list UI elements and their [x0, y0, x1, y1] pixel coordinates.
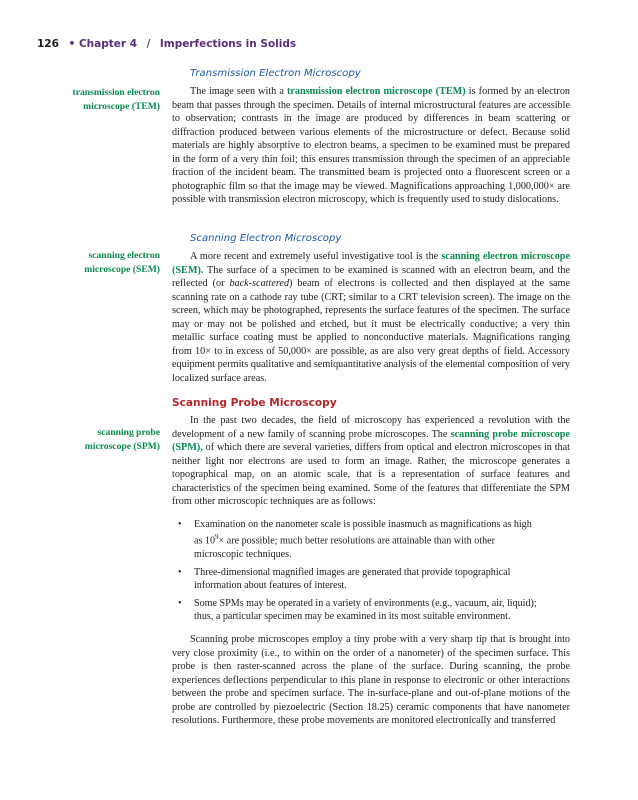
list-item [172, 566, 570, 593]
bullet-dot: • [178, 597, 182, 609]
text-run: The image seen with a [190, 86, 287, 97]
bullet-dot: • [178, 518, 182, 530]
spm-heading: Scanning Probe Microscopy [172, 397, 337, 409]
glossary-term: scanning electron microscope (SEM). [172, 251, 570, 276]
bullet-dot: • [178, 566, 182, 578]
tem-paragraph [172, 85, 570, 207]
margin-note-line: microscope (TEM) [83, 100, 160, 112]
text-run: Examination on the nanometer scale is possible inasmuch as magnifications as high as 10 [194, 518, 532, 547]
text-run: Some SPMs may be operated in a variety of environments (e.g., vacuum, air, liquid); thus, a particular specimen may be examined in its most suitable environment. [194, 597, 537, 623]
chapter-label: Chapter 4 [78, 38, 138, 50]
sem-paragraph [172, 250, 570, 385]
text-run: is formed by an electron beam that passes through the specimen. Details of internal microstructural features are accessible to observation; contrasts in the image are produced by differences in beam scattering or diffraction produced between various elements of the microstructure or defect. Because solid materials are highly absorptive to electron beams, a specimen to be examined must be prepared in the form of a very thin foil; this ensures transmission through the specimen of an appreciable fraction of the incident beam. The transmitted beam is projected onto a fluorescent screen or a photographic film so that the image may be viewed. Magnifications approaching 1,000,000× are possible with transmission electron microscopy, which is frequently used to study dislocations. [172, 86, 571, 206]
margin-note-line: scanning electron [88, 250, 160, 261]
superscript: 9 [215, 533, 219, 542]
text-run: In the past two decades, the field of microscopy has experienced a revolution with the development of a new family of scanning probe microscopes. The [172, 415, 570, 440]
header-separator: / [146, 38, 151, 50]
page-number: 126 [37, 38, 59, 50]
text-run: ) beam of electrons is collected and then displayed at the same scanning rate on a cathode ray tube (CRT; similar to a CRT television screen). The image on the screen, which may be photographed, represents the surface features of the specimen. The surface may or may not be polished and etched, but it must be electrically conductive; a very thin metallic surface coating must be applied to nonconductive materials. Magnifications ranging from 10× to in excess of 50,000× are possible, as are also very great depths of field. Accessory equipment permits qualitative and semiquantitative analysis of the elemental composition of very localized surface areas. [172, 278, 570, 384]
margin-note-line: microscope (SEM) [84, 263, 160, 275]
margin-note-line: transmission electron [72, 87, 160, 98]
sem-body [172, 250, 570, 385]
italic-term: back-scattered [229, 278, 290, 290]
text-run: of which there are several varieties, differs from optical and electron microscopes in that neither light nor electrons are used to form an image. Rather, the microscope generates a topographical map, on an atomic scale, that is a representation of surface features and characteristics of the specimen being examined. Some of the features that differentiate the SPM from other microscopic techniques are as follows: [172, 442, 570, 508]
margin-note-tem [40, 86, 160, 113]
running-header [37, 38, 296, 50]
list-item [172, 597, 570, 624]
text-run: A more recent and extremely useful investigative tool is the [190, 251, 442, 262]
list-item [172, 518, 570, 562]
margin-note-line: microscope (SPM) [84, 440, 160, 452]
margin-note-line: scanning probe [97, 427, 160, 438]
header-bullet: • [68, 38, 76, 50]
chapter-title: Imperfections in Solids [159, 38, 297, 50]
sem-heading: Scanning Electron Microscopy [190, 233, 342, 244]
margin-note-sem [40, 249, 160, 276]
text-run: × are possible; much better resolutions are attainable than with other microscopic techniques. [194, 535, 495, 561]
feature-list [172, 518, 570, 624]
tem-body [172, 85, 570, 207]
spm-body [172, 414, 570, 728]
glossary-term: transmission electron microscope (TEM) [286, 86, 466, 97]
tem-heading: Transmission Electron Microscopy [190, 68, 361, 79]
spm-paragraph-2: Scanning probe microscopes employ a tiny probe with a very sharp tip that is brought into very close proximity (i.e., to within on the order of a nanometer) of the specimen surface. This probe is then raster-scanned across the plane of the surface. During scanning, the probe experiences deflections perpendicular to this plane in response to electronic or other interactions between the probe and specimen surface. The in-surface-plane and out-of-plane motions of the probe are controlled by piezoelectric (Section 18.25) ceramic components that have nanometer resolutions. Furthermore, these probe movements are monitored electronically and transferred [172, 634, 570, 727]
margin-note-spm [40, 426, 160, 453]
text-run: Three-dimensional magnified images are generated that provide topographical information about features of interest. [194, 566, 511, 592]
glossary-term: scanning probe microscope (SPM), [172, 428, 570, 454]
text-run: The surface of a specimen to be examined is scanned with an electron beam, and the reflected (or [172, 264, 570, 290]
spm-paragraph [172, 414, 570, 509]
